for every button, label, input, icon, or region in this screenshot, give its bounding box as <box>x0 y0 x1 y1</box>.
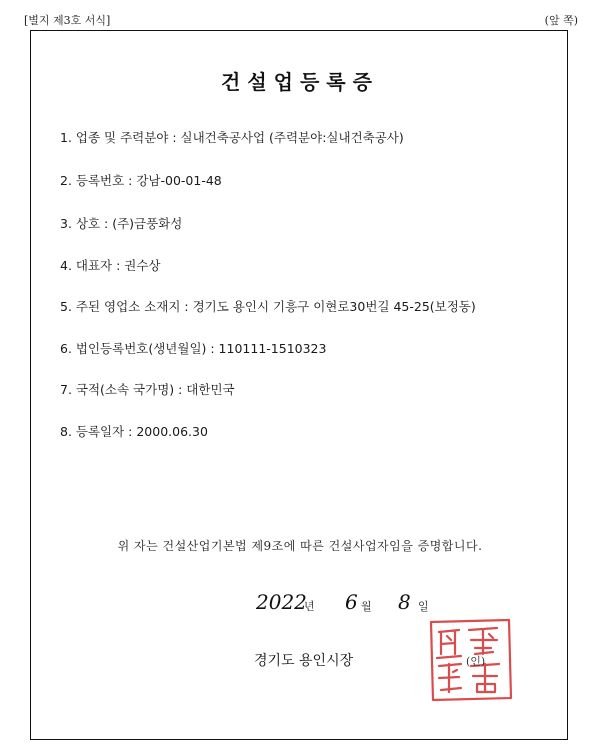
detail-company-name: 3. 상호 : (주)금풍화성 <box>60 216 183 231</box>
issue-year-unit: 년 <box>304 600 315 613</box>
detail-registration-number: 2. 등록번호 : 강남-00-01-48 <box>60 173 222 188</box>
form-label: [별지 제3호 서식] <box>24 14 111 27</box>
seal-mark: (인) <box>466 655 486 668</box>
detail-business-type: 1. 업종 및 주력분야 : 실내건축공사업 (주력분야:실내건축공사) <box>60 130 404 145</box>
detail-registration-date: 8. 등록일자 : 2000.06.30 <box>60 424 208 439</box>
issuer-name: 경기도 용인시장 <box>254 653 354 669</box>
certification-statement: 위 자는 건설산업기본법 제9조에 따른 건설사업자임을 증명합니다. <box>117 539 483 553</box>
page-side-label: (앞 쪽) <box>544 14 578 27</box>
issue-day: 8 <box>398 590 411 614</box>
detail-representative: 4. 대표자 : 권수상 <box>60 258 161 273</box>
issue-month-unit: 월 <box>361 600 372 613</box>
document-title: 건설업등록증 <box>221 70 379 94</box>
detail-corporate-number: 6. 법인등록번호(생년월일) : 110111-1510323 <box>60 341 327 356</box>
detail-office-address: 5. 주된 영업소 소재지 : 경기도 용인시 기흥구 이현로30번길 45-25(보정동) <box>60 299 476 314</box>
issue-year: 2022 <box>256 590 307 614</box>
issue-month: 6 <box>345 590 358 614</box>
issue-day-unit: 일 <box>418 600 429 613</box>
detail-nationality: 7. 국적(소속 국가명) : 대한민국 <box>60 382 235 397</box>
